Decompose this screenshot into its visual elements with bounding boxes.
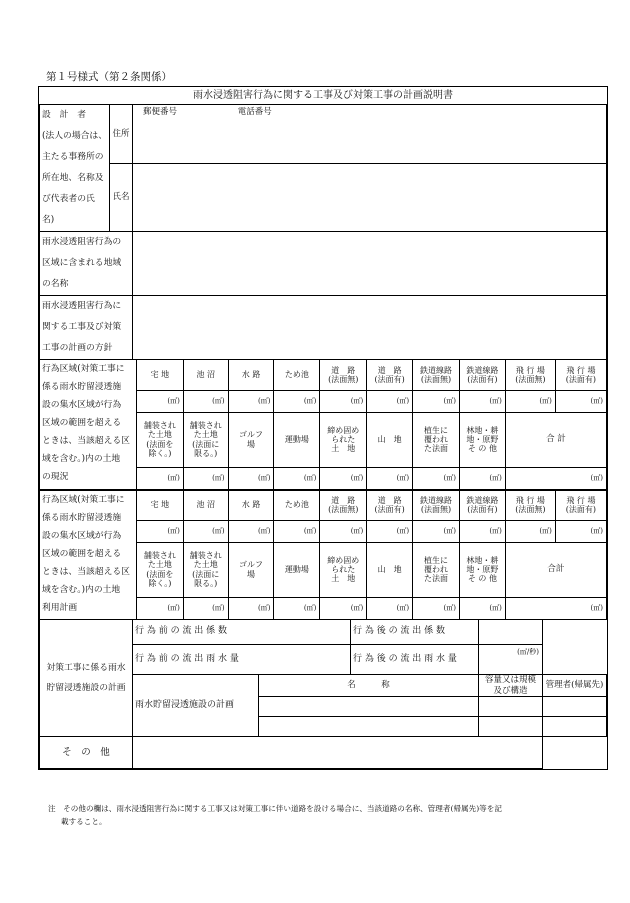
plan-land-header-10 — [555, 490, 606, 520]
plan-land-label — [40, 490, 137, 619]
current-land-unit: (㎡) — [258, 396, 271, 405]
facility-plan-label: 雨水貯留浸透施設の計画 — [133, 675, 259, 737]
plan-land-header-14 — [274, 542, 320, 597]
plan-land-unit: (㎡) — [167, 526, 180, 535]
plan-land-header-2 — [183, 490, 228, 520]
plan-land-header-18 — [459, 542, 505, 597]
plan-land-value-14[interactable] — [274, 597, 320, 619]
facility-name-field-2[interactable] — [259, 717, 479, 737]
current-land-unit: (㎡) — [590, 396, 603, 405]
current-land-header-12 — [183, 412, 228, 467]
area-label-line: 雨水浸透阻害行為の — [42, 237, 122, 247]
plan-land-header-text: 限る。) — [194, 578, 218, 588]
current-land-header-text: た土地 — [147, 430, 172, 440]
plan-land-value-2[interactable] — [183, 520, 228, 542]
current-land-unit: (㎡) — [350, 396, 364, 405]
plan-land-label-line: 設の集水区域が行為 — [42, 530, 122, 541]
current-land-value-17[interactable] — [413, 467, 460, 489]
current-land-header-11 — [136, 412, 183, 467]
current-land-label-line: 設の集水区域が行為 — [42, 400, 122, 410]
plan-land-header-text: (法面無) — [328, 505, 359, 514]
after-rain-field[interactable] — [479, 645, 543, 675]
footnote-line-1: 注 その他の欄は、雨水浸透阻害行為に関する工事又は対策工事に伴い道路を設ける場合に、当該道路の名称、管理者(帰属先)等を記 — [48, 804, 502, 813]
plan-land-header-9 — [505, 490, 555, 520]
current-land-value-10[interactable] — [555, 390, 606, 412]
area-policy-table — [39, 232, 607, 360]
plan-land-table — [39, 490, 607, 620]
current-land-header-4 — [274, 360, 320, 390]
plan-land-value-6[interactable] — [367, 520, 413, 542]
before-rain-text: 行 為 前 の 流 出 雨 水 量 — [135, 653, 239, 664]
plan-land-unit: (㎡) — [212, 526, 225, 535]
plan-land-unit: (㎡) — [258, 526, 271, 535]
current-land-header-5 — [320, 360, 367, 390]
address-field[interactable] — [133, 105, 607, 164]
plan-land-header-text: 林地・耕 — [466, 555, 499, 565]
current-land-header-text: 道 路 — [331, 365, 356, 375]
facility-capacity-header: 容量又は規模及び構造 — [479, 675, 543, 697]
area-label-line: の名称 — [42, 279, 69, 289]
current-land-value-2[interactable] — [183, 390, 228, 412]
plan-land-label-line: 係る雨水貯留浸透施 — [42, 512, 122, 523]
plan-land-header-16 — [367, 542, 413, 597]
plan-land-unit: (㎡) — [212, 603, 225, 612]
current-land-header-text: 池 沼 — [196, 370, 215, 380]
plan-land-header-text: (法面に — [192, 569, 220, 579]
plan-land-header-7 — [413, 490, 460, 520]
current-land-unit: (㎡) — [212, 473, 225, 482]
plan-land-total-value[interactable] — [505, 597, 606, 619]
other-label: そ の 他 — [40, 737, 133, 769]
current-land-header-text: た土地 — [193, 430, 218, 440]
applicant-label — [40, 105, 110, 232]
postal-code-label: 郵便番号 — [143, 107, 178, 117]
current-land-unit: (㎡) — [167, 473, 180, 482]
current-land-header-text: た法面 — [424, 444, 449, 454]
plan-land-header-6 — [367, 490, 413, 520]
plan-land-label-line: 行為区域(対策工事に — [42, 494, 125, 505]
current-land-header-16 — [367, 412, 413, 467]
plan-land-value-10[interactable] — [555, 520, 606, 542]
current-land-value-6[interactable] — [367, 390, 413, 412]
current-land-value-16[interactable] — [367, 467, 413, 489]
countermeasure-label — [40, 620, 133, 737]
facility-capacity-field-2[interactable] — [479, 717, 543, 737]
current-land-value-15[interactable] — [320, 467, 367, 489]
plan-land-header-text: (法面無) — [515, 505, 546, 514]
current-land-header-14 — [274, 412, 320, 467]
plan-land-header-text: 鉄道線路 — [420, 495, 453, 505]
current-land-header-text: 道 路 — [377, 365, 402, 375]
area-name-label — [40, 232, 133, 296]
plan-land-header-13 — [228, 542, 274, 597]
plan-land-unit: (㎡) — [396, 526, 410, 535]
plan-land-value-3[interactable] — [228, 520, 274, 542]
plan-land-header-text: (法面有) — [374, 505, 405, 514]
current-land-unit: (㎡) — [590, 473, 603, 482]
plan-land-unit: (㎡) — [303, 526, 317, 535]
current-land-header-text: 締め固め — [327, 425, 360, 435]
current-land-header-text: 場 — [247, 439, 256, 449]
plan-land-header-text: た土地 — [147, 560, 172, 570]
plan-land-header-11 — [136, 542, 183, 597]
current-land-value-14[interactable] — [274, 467, 320, 489]
plan-land-unit: (㎡) — [167, 603, 180, 612]
current-land-header-text: (法面無) — [515, 374, 546, 384]
plan-land-header-text: 舗装され — [189, 551, 222, 561]
facility-manager-field-1[interactable] — [543, 697, 607, 717]
plan-land-unit: (㎡) — [489, 526, 502, 535]
facility-manager-field-2[interactable] — [543, 717, 607, 737]
current-land-header-7 — [413, 360, 460, 390]
current-land-value-13[interactable] — [228, 467, 274, 489]
current-land-header-text: 鉄道線路 — [466, 365, 499, 375]
plan-land-header-text: ゴルフ — [239, 560, 264, 570]
before-coef-label: 行 為 前 の 流 出 係 数 — [133, 620, 351, 645]
plan-land-header-text: 舗装され — [143, 551, 176, 561]
current-land-header-text: 宅 地 — [150, 370, 170, 380]
plan-land-unit: (㎡) — [539, 526, 552, 535]
plan-land-header-5 — [320, 490, 367, 520]
applicant-label-line: 名) — [42, 215, 55, 225]
current-land-label — [40, 360, 137, 489]
current-land-label-line: 域を含む。)内の土地 — [42, 454, 121, 464]
phone-number-label: 電話番号 — [237, 107, 272, 117]
plan-land-header-15 — [320, 542, 367, 597]
current-land-value-5[interactable] — [320, 390, 367, 412]
area-name-field[interactable] — [133, 232, 607, 296]
current-land-total-header: 合 計 — [505, 412, 606, 467]
footnote-line-2: 載すること。 — [61, 817, 107, 826]
current-land-label-line: ときは、当該超える区 — [42, 436, 130, 446]
current-land-unit: (㎡) — [258, 473, 271, 482]
plan-land-header-text: (法面を — [146, 569, 174, 579]
after-rain-unit: (㎥/秒) — [517, 648, 539, 656]
current-land-header-text: (法面を — [146, 439, 174, 449]
current-land-label-line: 区域の範囲を超える — [42, 418, 122, 428]
plan-land-value-8[interactable] — [459, 520, 505, 542]
plan-land-unit: (㎡) — [443, 526, 456, 535]
plan-land-unit: (㎡) — [590, 526, 603, 535]
plan-land-header-text: そ の 他 — [467, 574, 497, 584]
current-land-value-4[interactable] — [274, 390, 320, 412]
current-land-unit: (㎡) — [167, 396, 180, 405]
current-land-header-text: 舗装され — [189, 421, 222, 431]
current-land-value-9[interactable] — [505, 390, 555, 412]
current-land-header-17 — [413, 412, 460, 467]
before-rain-label — [133, 645, 351, 675]
current-land-header-8 — [459, 360, 505, 390]
plan-land-header-text: 飛 行 場 — [566, 495, 596, 505]
plan-land-header-4 — [274, 490, 320, 520]
plan-land-value-1[interactable] — [136, 520, 183, 542]
current-land-header-text: 鉄道線路 — [420, 365, 453, 375]
current-land-header-text: 山 地 — [377, 434, 402, 444]
plan-land-value-5[interactable] — [320, 520, 367, 542]
plan-land-header-text: た土地 — [193, 560, 218, 570]
plan-land-header-row-1 — [40, 490, 607, 520]
plan-land-value-4[interactable] — [274, 520, 320, 542]
facility-capacity-field-1[interactable] — [479, 697, 543, 717]
current-land-header-10 — [555, 360, 606, 390]
plan-land-label-line: ときは、当該超える区 — [42, 566, 130, 577]
current-land-header-text: 林地・耕 — [466, 425, 499, 435]
current-land-header-18 — [459, 412, 505, 467]
current-land-header-text: られた — [331, 434, 356, 444]
current-land-value-1[interactable] — [136, 390, 183, 412]
after-rain-label: 行 為 後 の 流 出 雨 水 量 — [351, 645, 479, 675]
plan-land-value-9[interactable] — [505, 520, 555, 542]
current-land-header-text: 覆われ — [424, 434, 449, 444]
current-land-header-text: 土 地 — [331, 444, 356, 454]
applicant-label-line: び代表者の氏 — [42, 194, 95, 204]
facility-name-header: 名 称 — [259, 675, 479, 697]
applicant-label-line: 主たる事務所の — [42, 152, 104, 162]
after-coef-label: 行 為 後 の 流 出 係 数 — [351, 620, 479, 645]
form-sheet — [38, 86, 608, 770]
current-land-header-text: 運動場 — [284, 434, 309, 444]
policy-label-line: 工事の計画の方針 — [42, 343, 113, 353]
other-field[interactable] — [133, 737, 543, 769]
current-land-unit: (㎡) — [396, 396, 410, 405]
current-land-header-text: そ の 他 — [467, 444, 497, 454]
current-land-label-line: 行為区域(対策工事に — [42, 364, 125, 374]
plan-land-header-12 — [183, 542, 228, 597]
plan-land-total-header: 合計 — [505, 542, 606, 597]
current-land-header-1 — [136, 360, 183, 390]
plan-land-header-text: 山 地 — [377, 564, 402, 574]
current-land-value-8[interactable] — [459, 390, 505, 412]
current-land-header-text: (法面有) — [467, 374, 498, 384]
applicant-label-line: 設 計 者 — [42, 110, 86, 120]
plan-land-header-text: 鉄道線路 — [466, 495, 499, 505]
name-field[interactable] — [133, 164, 607, 232]
plan-land-header-text: 水 路 — [241, 500, 261, 510]
plan-land-header-text: 地・原野 — [466, 564, 499, 574]
current-land-header-6 — [367, 360, 413, 390]
current-land-unit: (㎡) — [539, 396, 552, 405]
plan-land-header-17 — [413, 542, 460, 597]
plan-land-value-7[interactable] — [413, 520, 460, 542]
plan-land-unit: (㎡) — [443, 603, 456, 612]
policy-label-line: 関する工事及び対策 — [42, 322, 122, 332]
current-land-header-row-1 — [40, 360, 607, 390]
plan-land-unit: (㎡) — [303, 603, 317, 612]
current-land-label-line: の現況 — [42, 472, 69, 482]
plan-land-header-text: られた — [331, 564, 356, 574]
policy-label-line: 雨水浸透阻害行為に — [42, 301, 122, 311]
plan-land-header-text: ため池 — [284, 500, 309, 510]
plan-land-header-text: 運動場 — [284, 564, 309, 574]
current-land-value-7[interactable] — [413, 390, 460, 412]
current-land-header-15 — [320, 412, 367, 467]
current-land-unit: (㎡) — [443, 396, 456, 405]
current-land-value-12[interactable] — [183, 467, 228, 489]
current-land-header-text: 限る。) — [194, 448, 218, 458]
after-coef-field[interactable] — [479, 620, 543, 645]
current-land-value-11[interactable] — [136, 467, 183, 489]
current-land-unit: (㎡) — [396, 473, 410, 482]
countermeasure-label-line: 貯留浸透施設の計画 — [46, 682, 126, 693]
current-land-header-text: 舗装され — [143, 421, 176, 431]
current-land-header-text: 地・原野 — [466, 434, 499, 444]
current-land-value-3[interactable] — [228, 390, 274, 412]
countermeasure-label-line: 対策工事に係る雨水 — [46, 662, 126, 673]
plan-land-value-15[interactable] — [320, 597, 367, 619]
plan-land-header-text: (法面有) — [467, 505, 498, 514]
plan-land-unit: (㎡) — [489, 603, 502, 612]
plan-land-value-12[interactable] — [183, 597, 228, 619]
form-number: 第１号様式（第２条関係） — [46, 71, 172, 83]
plan-land-value-18[interactable] — [459, 597, 505, 619]
current-land-header-text: (法面有) — [374, 374, 405, 384]
current-land-unit: (㎡) — [350, 473, 364, 482]
current-land-unit: (㎡) — [443, 473, 456, 482]
footnote — [48, 802, 608, 828]
plan-land-header-text: た法面 — [424, 574, 449, 584]
plan-land-label-line: 利用計画 — [42, 602, 78, 613]
current-land-total-value[interactable] — [505, 467, 606, 489]
plan-land-value-11[interactable] — [136, 597, 183, 619]
current-land-unit: (㎡) — [489, 396, 502, 405]
plan-land-header-text: (法面有) — [565, 505, 597, 514]
plan-land-header-text: 覆われ — [424, 564, 449, 574]
current-land-header-9 — [505, 360, 555, 390]
policy-field[interactable] — [133, 296, 607, 360]
plan-land-header-text: 道 路 — [331, 495, 356, 505]
current-land-unit: (㎡) — [212, 396, 225, 405]
current-land-header-text: 飛 行 場 — [566, 365, 596, 375]
plan-land-header-3 — [228, 490, 274, 520]
plan-land-header-text: 宅 地 — [150, 500, 170, 510]
applicant-table — [39, 105, 607, 232]
form-title: 雨水浸透阻害行為に関する工事及び対策工事の計画説明書 — [39, 87, 607, 105]
plan-land-header-text: 植生に — [424, 555, 449, 565]
current-land-unit: (㎡) — [489, 473, 502, 482]
plan-land-unit: (㎡) — [396, 603, 410, 612]
plan-land-header-8 — [459, 490, 505, 520]
plan-land-value-17[interactable] — [413, 597, 460, 619]
plan-land-label-line: 区域の範囲を超える — [42, 548, 122, 559]
facility-name-field-1[interactable] — [259, 697, 479, 717]
plan-land-header-text: 道 路 — [377, 495, 402, 505]
current-land-value-18[interactable] — [459, 467, 505, 489]
applicant-label-line: 所在地、名称及 — [42, 173, 104, 183]
plan-land-header-text: (法面無) — [420, 505, 452, 514]
current-land-header-text: (法面有) — [565, 374, 597, 384]
area-label-line: 区域に含まれる地域 — [42, 258, 122, 268]
applicant-label-line: (法人の場合は、 — [42, 131, 108, 141]
current-land-header-text: (法面無) — [420, 374, 452, 384]
current-land-unit: (㎡) — [303, 396, 317, 405]
current-land-header-text: (法面に — [192, 439, 220, 449]
current-land-header-3 — [228, 360, 274, 390]
plan-land-header-text: 飛 行 場 — [515, 495, 545, 505]
plan-land-unit: (㎡) — [350, 526, 364, 535]
policy-label — [40, 296, 133, 360]
plan-land-unit: (㎡) — [258, 603, 271, 612]
current-land-header-text: 水 路 — [241, 370, 261, 380]
plan-land-header-text: 池 沼 — [196, 500, 215, 510]
plan-land-label-line: 域を含む。)内の土地 — [42, 584, 121, 595]
plan-land-unit: (㎡) — [590, 603, 603, 612]
plan-land-value-16[interactable] — [367, 597, 413, 619]
plan-land-unit: (㎡) — [350, 603, 364, 612]
current-land-header-13 — [228, 412, 274, 467]
facility-manager-header: 管理者(帰属先) — [543, 675, 607, 697]
current-land-header-text: 除く。) — [148, 448, 172, 458]
countermeasure-table — [39, 620, 607, 770]
current-land-header-text: 飛 行 場 — [515, 365, 545, 375]
current-land-label-line: 係る雨水貯留浸透施 — [42, 382, 122, 392]
plan-land-header-text: 除く。) — [148, 578, 172, 588]
current-land-header-text: ため池 — [284, 370, 309, 380]
current-land-header-text: (法面無) — [328, 374, 359, 384]
current-land-unit: (㎡) — [303, 473, 317, 482]
current-land-header-2 — [183, 360, 228, 390]
current-land-header-text: ゴルフ — [239, 430, 264, 440]
plan-land-header-text: 場 — [247, 569, 256, 579]
plan-land-header-text: 締め固め — [327, 555, 360, 565]
address-label: 住所 — [110, 105, 133, 164]
plan-land-header-1 — [136, 490, 183, 520]
current-land-header-text: 植生に — [424, 425, 449, 435]
current-land-table — [39, 360, 607, 490]
plan-land-value-13[interactable] — [228, 597, 274, 619]
name-label: 氏名 — [110, 164, 133, 232]
plan-land-header-text: 土 地 — [331, 574, 356, 584]
